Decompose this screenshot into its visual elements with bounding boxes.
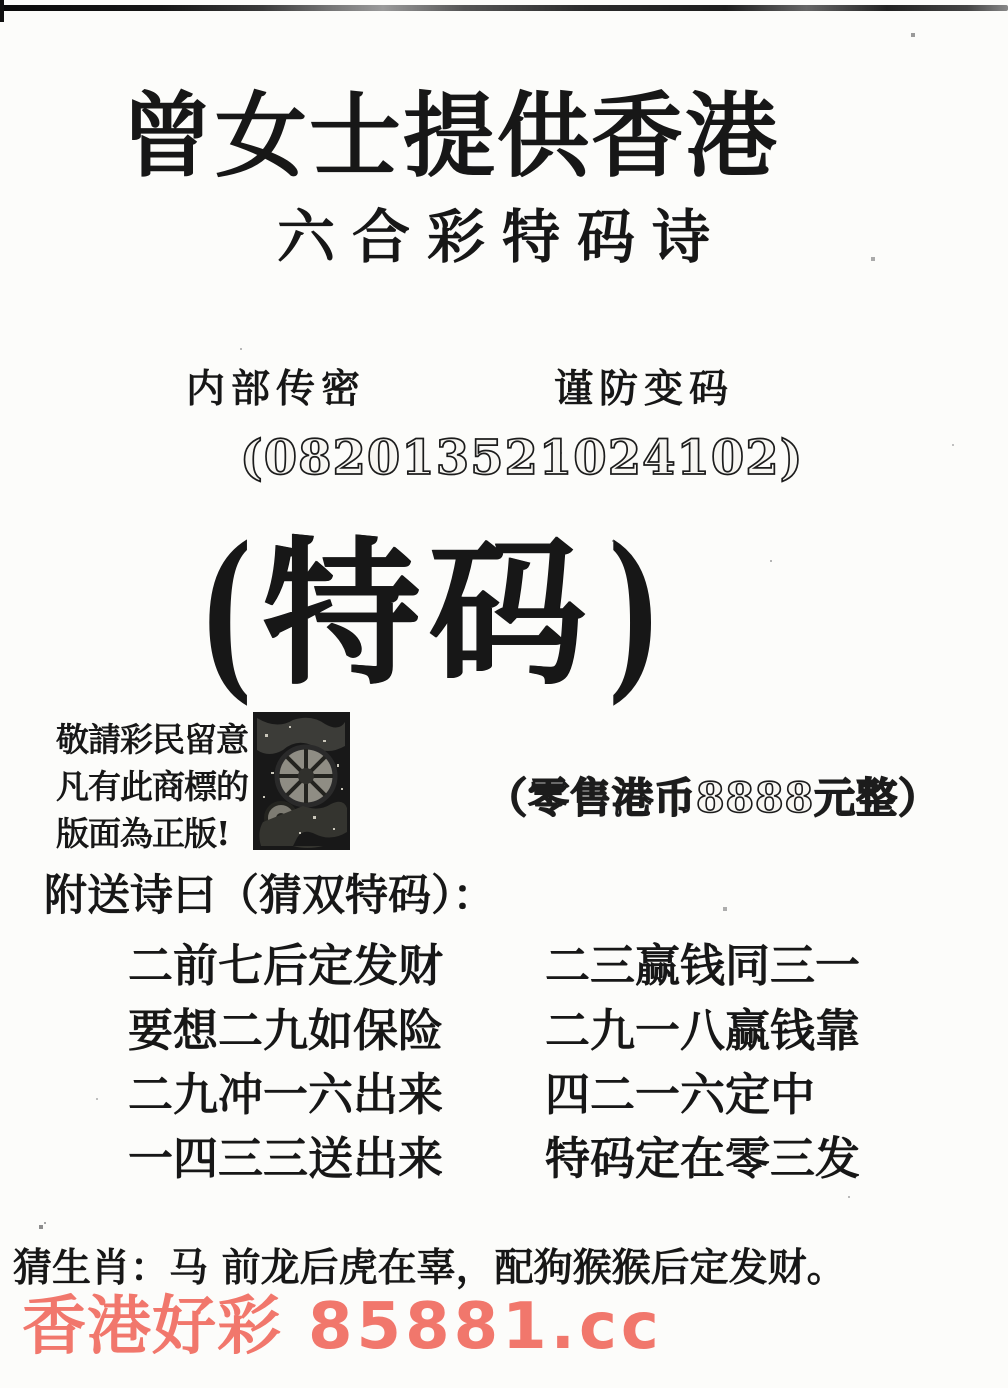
poem-line-1-right: 二三赢钱同三一 bbox=[545, 939, 861, 992]
poem-line-4-left: 一四三三送出来 bbox=[128, 1132, 444, 1185]
poem-line-2-left: 要想二九如保险 bbox=[128, 1004, 444, 1057]
notice-line-3: 版面為正版! bbox=[56, 814, 230, 853]
dragon-seal-icon bbox=[253, 712, 350, 850]
brand-name: 香港好彩 bbox=[22, 1290, 282, 1364]
label-internal-secret: 内部传密 bbox=[186, 366, 367, 412]
price-label: （零售港币8888元整） bbox=[486, 774, 941, 822]
open-paren: ( bbox=[198, 508, 253, 722]
close-paren: ) bbox=[607, 508, 662, 722]
authenticity-notice bbox=[56, 716, 248, 857]
scan-edge-line bbox=[0, 5, 1008, 11]
poem-line-3-right: 四二一六定中 bbox=[545, 1068, 816, 1121]
label-beware-of-fake-codes: 谨防变码 bbox=[554, 366, 735, 412]
special-code-banner bbox=[195, 508, 664, 722]
serial-number: (082013521024102) bbox=[240, 430, 804, 486]
poem-line-4-right: 特码定在零三发 bbox=[545, 1132, 861, 1185]
notice-line-2: 凡有此商標的 bbox=[56, 767, 248, 806]
notice-line-1: 敬請彩民留意 bbox=[56, 720, 248, 759]
poem-line-1-left: 二前七后定发财 bbox=[128, 939, 444, 992]
site-watermark bbox=[22, 1290, 663, 1364]
special-code-text: 特码 bbox=[262, 522, 594, 707]
zodiac-hint-line: 猜生肖：马 前龙后虎在辜，配狗猴猴后定发财。 bbox=[13, 1245, 846, 1291]
poem-line-3-left: 二九冲一六出来 bbox=[128, 1068, 444, 1121]
site-domain: 85881.cc bbox=[308, 1290, 663, 1364]
scan-specks bbox=[0, 0, 2, 2]
poem-header: 附送诗曰（猜双特码）： bbox=[44, 871, 496, 921]
scan-corner-mark bbox=[0, 0, 4, 22]
poem-line-2-right: 二九一八赢钱靠 bbox=[545, 1004, 861, 1057]
page-title: 曾女士提供香港 bbox=[120, 82, 780, 190]
page-subtitle: 六合彩特码诗 bbox=[276, 203, 728, 271]
